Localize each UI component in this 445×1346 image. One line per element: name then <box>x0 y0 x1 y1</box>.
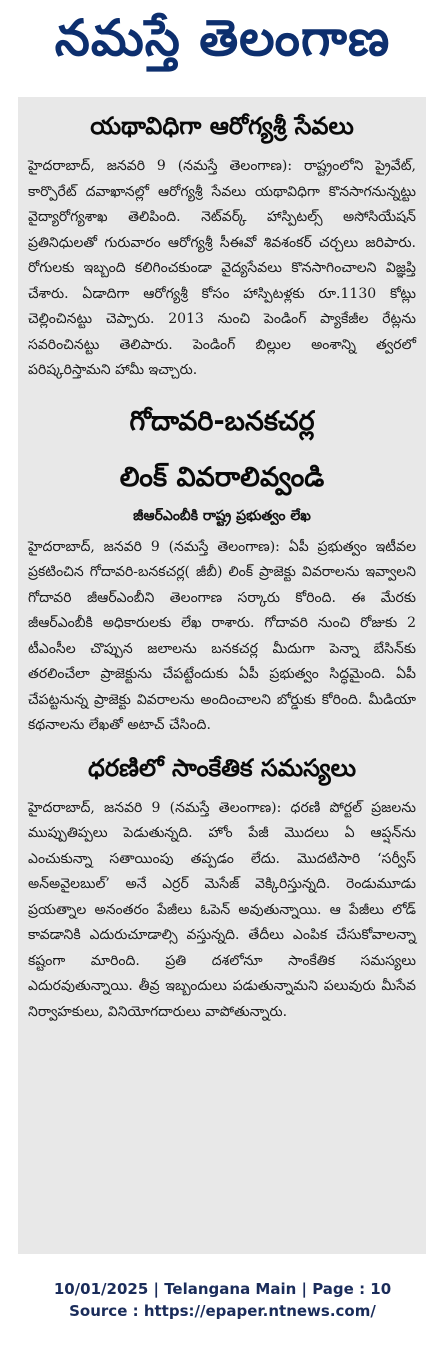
footer <box>0 1278 445 1322</box>
footer-source: Source : https://epaper.ntnews.com/ <box>69 1302 376 1320</box>
article-2-headline-line2: లింక్ వివరాలివ్వండి <box>119 461 325 493</box>
article-3-body: హైదరాబాద్, జనవరి 9 (నమస్తే తెలంగాణ): ధరణి పోర్టల్ ప్రజలను ముప్పుతిప్పలు పెడుతున్నది. హోం పేజీ మొదలు ఏ ఆప్షన్‌ను ఎంచుకున్నా సతాయింపు తప్పడం లేదు. మొదటిసారి ‘సర్వీస్ అన్‌అవైలబుల్’ అనే ఎర్రర్ మెసేజ్ వెక్కిరిస్తున్నది. రెండుమూడు ప్రయత్నాల అనంతరం పేజీలు ఓపెన్ అవుతున్నాయి. ఆ పేజీలు లోడ్ కావడానికి ఎదురుచూడాల్సి వస్తున్నది. తేదీలు ఎంపిక చేసుకోవాలన్నా కష్టంగా మారింది. ప్రతి దశలోనూ సాంకేతిక సమస్యలు ఎదురవుతున్నాయి. తీవ్ర ఇబ్బందులు పడుతున్నామని పలువురు మీసేవ నిర్వాహకులు, వినియోగదారులు వాపోతున్నారు. <box>28 799 416 1020</box>
article-1-body: హైదరాబాద్, జనవరి 9 (నమస్తే తెలంగాణ): రాష్ట్రంలోని ప్రైవేట్, కార్పొరేట్ దవాఖానల్లో ఆరోగ్యశ్రీ సేవలు యథావిధిగా కొనసాగనున్నట్టు వైద్యారోగ్యశాఖ తెలిపింది. నెట్‌వర్క్ హాస్పిటల్స్ అసోసియేషన్ ప్రతినిధులతో గురువారం ఆరోగ్యశ్రీ సీఈవో శివశంకర్ చర్చలు జరిపారు. రోగులకు ఇబ్బంది కలిగించకుండా వైద్యసేవలు కొనసాగించాలని విజ్ఞప్తి చేశారు. ఏడాదిగా ఆరోగ్యశ్రీ కోసం హాస్పిటళ్లకు రూ.1130 కోట్లు చెల్లించినట్టు చెప్పారు. 2013 నుంచి పెండింగ్ ప్యాకేజీల రేట్లను సవరించినట్టు తెలిపారు. పెండింగ్ బిల్లుల అంశాన్ని త్వరలో పరిష్కరిస్తామని హామీ ఇచ్చారు. <box>28 158 416 379</box>
news-clipping <box>18 97 426 1254</box>
footer-date-page: 10/01/2025 | Telangana Main | Page : 10 <box>53 1280 392 1298</box>
masthead-title: నమస్తే తెలంగాణ <box>54 8 391 67</box>
masthead <box>0 0 445 88</box>
article-2-subheadline: జీఆర్‌ఎంబీకి రాష్ట్ర ప్రభుత్వం లేఖ <box>133 507 311 524</box>
article-3-headline: ధరణిలో సాంకేతిక సమస్యలు <box>87 753 356 782</box>
article-2-body: హైదరాబాద్, జనవరి 9 (నమస్తే తెలంగాణ): ఏపీ ప్రభుత్వం ఇటీవల ప్రకటించిన గోదావరి-బనకచర్ల( జీబీ) లింక్ ప్రాజెక్టు వివరాలను ఇవ్వాలని గోదావరి జీఆర్‌ఎంబీని తెలంగాణ సర్కారు కోరింది. ఈ మేరకు జీఆర్‌ఎంబీకి అధికారులకు లేఖ రాశారు. గోదావరి నుంచి రోజుకు 2 టీఎంసీల చొప్పున జలాలను బనకచర్ల మీదుగా పెన్నా బేసిన్‌కు తరలించేలా ప్రాజెక్టును చేపట్టేందుకు ఏపీ ప్రభుత్వం సిద్ధమైంది. ఏపీ చేపట్టనున్న ప్రాజెక్టు వివరాలను అందించాలని బోర్డుకు కోరింది. మీడియా కథనాలను లేఖతో అటాచ్ చేసింది. <box>28 538 416 734</box>
article-2-headline-line1: గోదావరి-బనకచర్ల <box>129 405 315 437</box>
article-1-headline: యథావిధిగా ఆరోగ్యశ్రీ సేవలు <box>90 112 354 140</box>
